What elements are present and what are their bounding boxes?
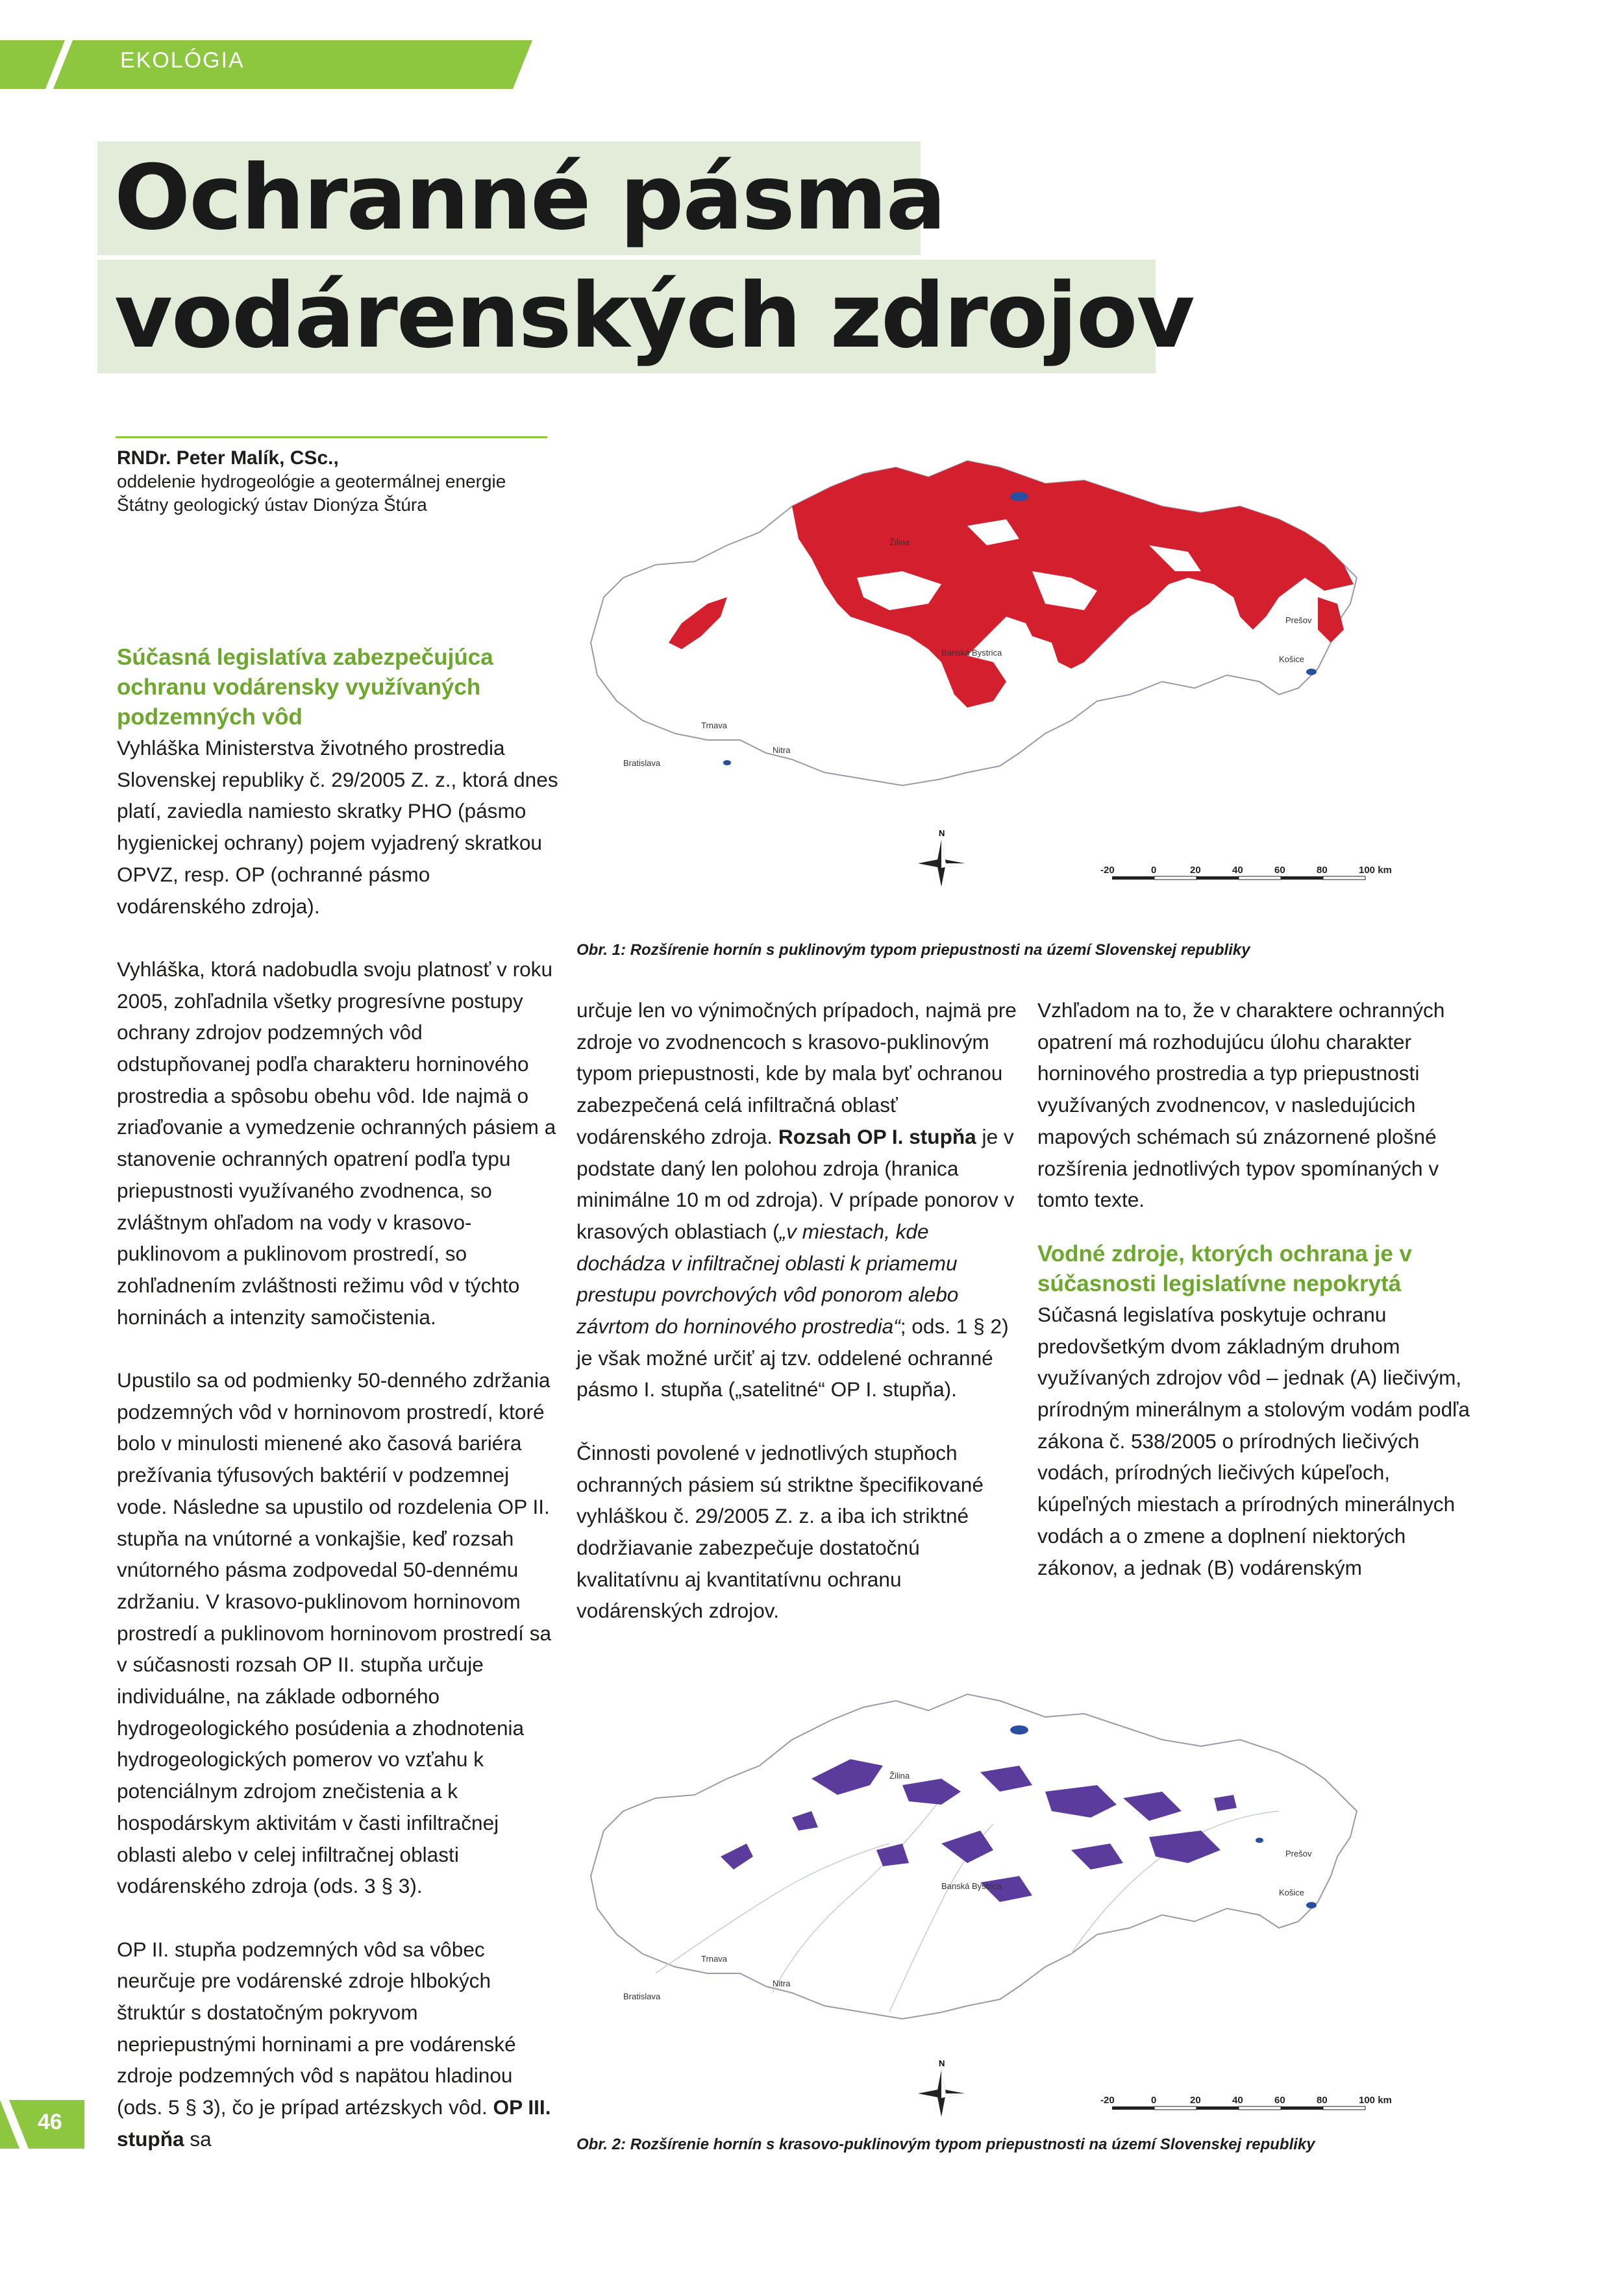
col1-paragraph-4: [117, 1934, 558, 2155]
col1-p4-end: sa: [190, 2127, 212, 2151]
col2-p1-a: určuje len vo výnimočných prípadoch, najmä pre zdroje vo zvodnencoch s krasovo-puklinovým typom priepustnosti, kde by mala byť ochranou zabezpečená celá infiltračná oblasť vodárenského zdroja.: [576, 998, 1017, 1148]
map2-city-banska-bystrica: Banská Bystrica: [941, 1881, 1002, 1891]
map1-city-banska-bystrica: Banská Bystrica: [941, 648, 1002, 658]
map2-city-zilina: Žilina: [889, 1771, 910, 1781]
map-fissure-permeability: [578, 448, 1500, 889]
map1-city-zilina: Žilina: [889, 537, 910, 547]
col1-p4-bold: OP III. stupňa: [117, 2095, 551, 2151]
map2-scale-label: 80: [1317, 2095, 1328, 2106]
author-institute: Štátny geologický ústav Dionýza Štúra: [117, 495, 427, 515]
map1-city-presov: Prešov: [1285, 615, 1312, 625]
map2-city-nitra: Nitra: [773, 1979, 791, 1988]
map1-scale-label: 60: [1274, 865, 1285, 876]
map2-city-kosice: Košice: [1279, 1888, 1305, 1897]
map2-scale-bar: [1100, 2095, 1392, 2110]
col3-paragraph-1: Vzhľadom na to, že v charaktere ochranných opatrení má rozhodujúcu úlohu charakter horninového prostredia a typ priepustnosti využívaných zvodnencov, v nasledujúcich mapových schémach sú znázornené plošné rozšírenia jednotlivých typov spomínaných v tomto texte.: [1037, 998, 1445, 1212]
map1-city-nitra: Nitra: [773, 745, 791, 755]
map1-city-trnava: Trnava: [701, 721, 727, 730]
map1-scale-label: 20: [1190, 865, 1201, 876]
page-title-line1: Ochranné pásma: [114, 145, 945, 250]
col2-p1-italic: „v miestach, kde dochádza v infiltračnej oblasti k priamemu prestupu povrchových vôd ponorom alebo závrtom do horninového prostredia“: [576, 1219, 959, 1339]
col1-paragraph-3: Upustilo sa od podmienky 50-denného zdržania podzemných vôd v horninovom prostredí, ktoré bolo v minulosti mienené ako časová bariéra prežívania týfusových baktérií v podzemnej vode. Následne sa upustilo od rozdelenia OP II. stupňa na vnútorné a vonkajšie, keď rozsah vnútorného pásma zodpovedal 50-dennému zdržaniu. V krasovo-puklinovom horninovom prostredí a puklinovom horninovom prostredí sa v súčasnosti rozsah OP II. stupňa určuje individuálne, na základe odborného hydrogeologického posúdenia a zhodnotenia hydrogeologických pomerov vo vzťahu k potenciálnym zdrojom znečistenia a k hospodárskym aktivitám v časti infiltračnej oblasti alebo v celej infiltračnej oblasti vodárenského zdroja (ods. 3 § 3).: [117, 1368, 552, 1898]
map1-scale-label: 80: [1317, 865, 1328, 876]
column-3: [1037, 994, 1485, 1615]
map2-north-label: N: [939, 2058, 945, 2068]
map1-north-label: N: [939, 828, 945, 838]
author-rule: [116, 436, 547, 438]
map1-scale-label: 100 km: [1359, 865, 1392, 876]
map2-scale-label: 20: [1190, 2095, 1201, 2106]
section-label: EKOLÓGIA: [120, 48, 245, 73]
map1-scale-label: 40: [1232, 865, 1243, 876]
map1-caption: Obr. 1: Rozšírenie hornín s puklinovým typom priepustnosti na území Slovenskej republiky: [576, 941, 1250, 959]
col2-paragraph-2: Činnosti povolené v jednotlivých stupňoch ochranných pásiem sú striktne špecifikované vyhláškou č. 29/2005 Z. z. a iba ich striktné dodržiavanie zabezpečuje dostatočnú kvalitatívnu aj kvantitatívnu ochranu vodárenských zdrojov.: [576, 1440, 984, 1623]
author-block: [117, 447, 545, 517]
title-line2-box: [97, 260, 1194, 373]
page-number: 46: [38, 2110, 62, 2134]
map2-scale-label: 40: [1232, 2095, 1243, 2106]
author-department: oddelenie hydrogeológie a geotermálnej energie: [117, 471, 506, 491]
map2-north-arrow-icon: [918, 2058, 965, 2117]
map2-scale-label: 100 km: [1359, 2095, 1392, 2106]
map2-city-presov: Prešov: [1285, 1849, 1312, 1858]
map1-scale-label: 0: [1151, 865, 1157, 876]
title-line1-box: [97, 142, 945, 255]
page-title-line2: vodárenských zdrojov: [114, 264, 1194, 368]
section-tab: [0, 40, 532, 89]
column-1: [117, 643, 558, 2155]
author-name: RNDr. Peter Malík, CSc.,: [117, 447, 339, 469]
map1-scale-bar: [1100, 865, 1392, 880]
map2-caption: Obr. 2: Rozšírenie hornín s krasovo-puklinovým typom priepustnosti na území Slovenskej republiky: [576, 2136, 1315, 2153]
col2-p1-bold: Rozsah OP I. stupňa: [778, 1124, 976, 1148]
column-2: [576, 994, 1018, 1659]
col2-paragraph-1: [576, 994, 1018, 1405]
map1-north-arrow-icon: [918, 828, 965, 887]
map2-scale-label: 60: [1274, 2095, 1285, 2106]
col1-p4-text: OP II. stupňa podzemných vôd sa vôbec neurčuje pre vodárenské zdroje hlbokých štruktúr s dostatočným pokryvom nepriepustnými horninami a pre vodárenské zdroje podzemných vôd s napätou hladinou (ods. 5 § 3), čo je prípad artézskych vôd.: [117, 1937, 516, 2119]
col2-p1-e: ; ods. 1 § 2) je však možné určiť aj tzv. oddelené ochranné pásmo I. stupňa („satelitné“ OP I. stupňa).: [576, 1315, 1009, 1401]
map2-scale-label: -20: [1100, 2095, 1115, 2106]
map1-city-bratislava: Bratislava: [623, 758, 661, 768]
heading-legislation: Súčasná legislatíva zabezpečujúca ochranu vodárensky využívaných podzemných vôd: [117, 645, 493, 730]
map1-city-kosice: Košice: [1279, 654, 1305, 664]
heading-uncovered-sources: Vodné zdroje, ktorých ochrana je v súčasnosti legislatívne nepokrytá: [1037, 1241, 1413, 1296]
col3-paragraph-2: Súčasná legislatíva poskytuje ochranu predovšetkým dvom základným druhom využívaných zdrojov vôd – jednak (A) liečivým, prírodným minerálnym a stolovým vodám podľa zákona č. 538/2005 o prírodných liečivých vodách, prírodných liečivých kúpeľoch, kúpeľných miestach a prírodných minerálnych vodách a o zmene a doplnení niektorých zákonov, a jednak (B) vodárenským: [1037, 1302, 1470, 1579]
map2-city-trnava: Trnava: [701, 1954, 727, 1964]
map2-scale-label: 0: [1151, 2095, 1157, 2106]
col2-p1-c: je v podstate daný len polohou zdroja (hranica minimálne 10 m od zdroja). V prípade ponorov v krasových oblastiach (: [576, 1124, 1015, 1243]
map1-scale-label: -20: [1100, 865, 1115, 876]
col1-paragraph-2: Vyhláška, ktorá nadobudla svoju platnosť v roku 2005, zohľadnila všetky progresívne postupy ochrany zdrojov podzemných vôd odstupňovanej podľa charakteru horninového prostredia a spôsobu obehu vôd. Ide najmä o zriaďovanie a vymedzenie ochranných pásiem a stanovenie ochranných opatrení podľa typu priepustnosti využívaného zvodnenca, so zvláštnym ohľadom na vody v krasovo-puklinovom a puklinovom prostredí, so zohľadnením zvláštnosti režimu vôd v týchto horninách a intenzity samočistenia.: [117, 957, 556, 1329]
col1-paragraph-1: Vyhláška Ministerstva životného prostredia Slovenskej republiky č. 29/2005 Z. z., ktorá dnes platí, zaviedla namiesto skratky PHO (pásmo hygienickej ochrany) pojem vyjadrený skratkou OPVZ, resp. OP (ochranné pásmo vodárenského zdroja).: [117, 736, 558, 918]
map-karst-fissure-permeability: [578, 1681, 1500, 2123]
map2-city-bratislava: Bratislava: [623, 1992, 661, 2001]
